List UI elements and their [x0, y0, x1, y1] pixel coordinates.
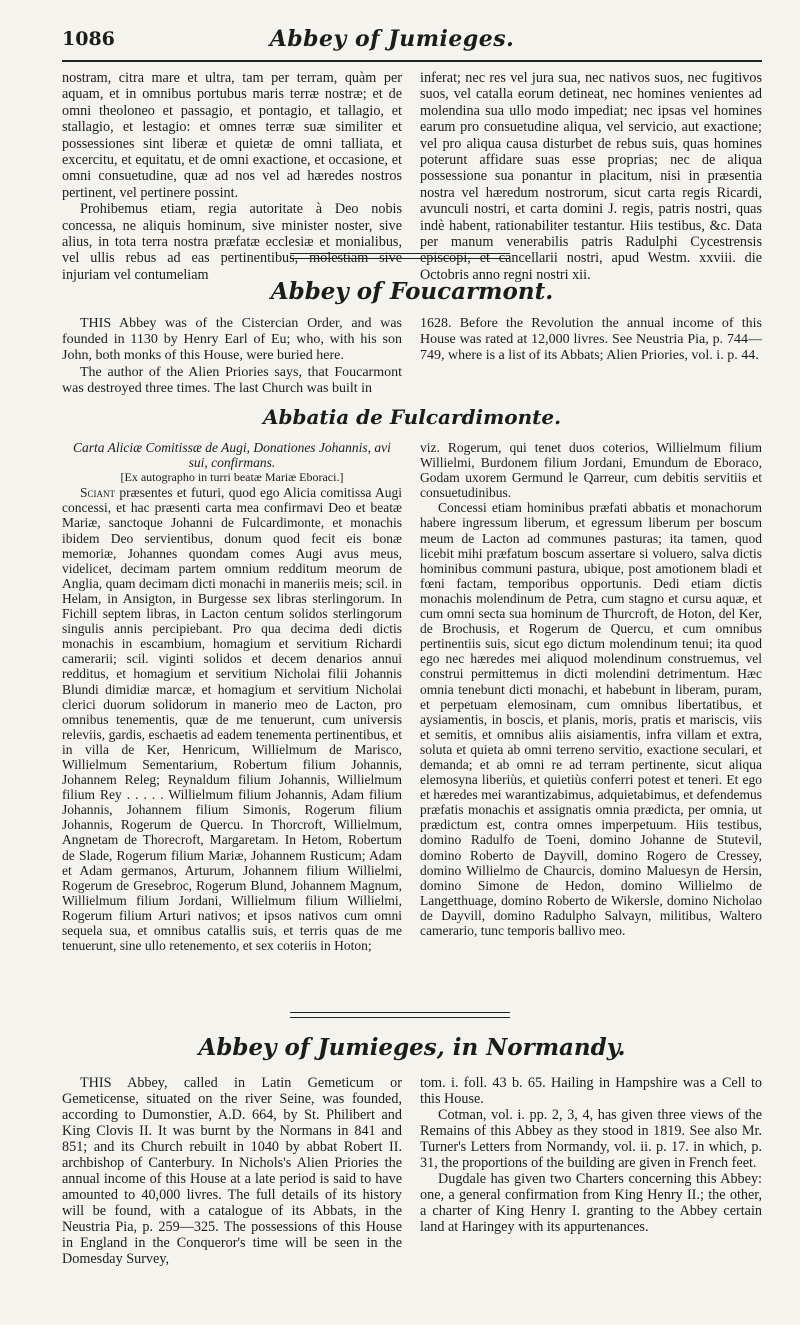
fulcardimonte-left-column [62, 440, 402, 953]
carryover-left-column [62, 70, 402, 283]
foucarmont-left-column [62, 316, 402, 397]
section-heading-fulcardimonte: Abbatia de Fulcardimonte. [262, 405, 562, 429]
section-heading-foucarmont: Abbey of Foucarmont. [270, 278, 554, 305]
lead-word: THIS [80, 316, 112, 331]
paragraph: Concessi etiam hominibus præfati abbatis et monachorum habere ingressum liberum, et egressum liberum per boscum meum de Lacton ad communes pasturas; ita tamen, quod licebit mihi præfatum boscum assertare si voluero, salva dictis hominibus communi pastura, ubique, post amotionem bladi et fœni factam, temporibus opportunis. Dedi etiam dictis monachis molendinum de Petra, cum stagno et cursu aquæ, et cum omni secta sua hominum de Thurcroft, de Hoton, del Ker, de Brochusis, et Rogerum de Quercu, et cum omnibus pertinentiis suis, sicut ego dictum molendinum tenui; ita quod ego nec hæredes mei aliquod molendinum construemus, vel construi permittemus in dicti molendini detrimentum. Hæc omnia tenebunt dicti monachi, et habebunt in liberam, puram, et perpetuam elemosinam, cum omnibus libertatibus, et aysiamentis, in boscis, et planis, moris, pratis et mariscis, viis et semitis, et omnibus aliis aisiamentis, infra villam et extra, soluta et quieta ab omni terreno servitio, exactione seculari, et demanda; et ab omni re ad terram pertinente, sicut aliqua elemosyna liberiùs, et quietiùs conferri potest et teneri. Et ego et hæredes mei warantizabimus, adquietabimus, et defendemus præfatis monachis et assignatis omnia prædicta, per omnia, ut prædictum est, contra omnes imperpetuum. Hiis testibus, domino Radulfo de Toeni, domino Johanne de Stutevil, domino Roberto de Dayvill, domino Rogero de Cressey, domino Willielmo de Chaurcis, domino Maluesyn de Hersin, domino Simone de Hedon, domino Willielmo de Langetthuage, domino Roberto de Wikersle, domino Nicholao de Dayvill, domino Radulpho Salvayn, militibus, Waltero camerario, tunc temporis ballivo meo. [420, 500, 762, 938]
lead-word: Sciant [80, 485, 116, 501]
section-divider [290, 1012, 510, 1018]
fulcardimonte-right-column [420, 440, 762, 938]
section-heading-jumieges: Abbey of Jumieges, in Normandy. [198, 1034, 626, 1061]
lead-word: THIS [80, 1075, 112, 1091]
header-rule [62, 60, 762, 62]
running-title: Abbey of Jumieges. [269, 26, 515, 52]
paragraph: Abbey was of the Cistercian Order, and was founded in 1130 by Henry Earl of Eu; who, with his son John, both monks of this House, were buried here. [62, 316, 402, 364]
paragraph: inferat; nec res vel jura sua, nec nativos suos, nec fugitivos suos, vel catalla eorum detineat, nec homines venientes ad molendina sua ullo modo impediat; nec ipsas vel homines earum pro consuetudine aliqua, vel servicio, aut exactione; vel pro aliqua causa disturbet de rebus suis, quas homines poterunt affidare suas esse proprias; nec de aliqua possessione sua ponantur in placitum, nisi in præsentia nostra vel hæredum nostrorum, sicut carta regis Ricardi, avunculi nostri, et carta domini J. regis, patris nostri, quas indè habent, rationabiliter testantur. Hiis testibus, &c. Data per manum venerabilis patris Radulphi Cycestrensis episcopi, et cancellarii nostri, apud Westm. xxviii. die Octobris anno regni nostri xii. [420, 70, 762, 283]
paragraph: Cotman, vol. i. pp. 2, 3, 4, has given three views of the Remains of this Abbey as they stood in 1819. See also Mr. Turner's Letters from Normandy, vol. ii. p. 17. in which, p. 31, the proportions of the building are given in French feet. [420, 1107, 762, 1171]
paragraph: Dugdale has given two Charters concerning this Abbey: one, a general confirmation from King Henry II.; the other, a charter of King Henry I. granting to the Abbey certain land at Haringey with its appurtenances. [420, 1171, 762, 1235]
paragraph: The author of the Alien Priories says, that Foucarmont was destroyed three times. The last Church was built in [62, 364, 402, 396]
page-number: 1086 [62, 28, 115, 50]
paragraph: Abbey, called in Latin Gemeticum or Gemeticense, situated on the river Seine, was founded, according to Dumonstier, A.D. 664, by St. Philibert and King Clovis II. It was burnt by the Normans in 841 and 851; and its Church rebuilt in 1040 by abbat Robert II. archbishop of Canterbury. In Nichols's Alien Priories the annual income of this House at a late period is said to have amounted to 40,000 livres. The full details of its history will be found, with a catalogue of its Abbats, in the Neustria Pia, p. 259—325. The possessions of this House in England in the Conqueror's time will be seen in the Domesday Survey, [62, 1075, 402, 1267]
section-divider [290, 253, 510, 259]
jumieges-right-column [420, 1075, 762, 1235]
carryover-right-column [420, 70, 762, 283]
paragraph: præsentes et futuri, quod ego Alicia comitissa Augi concessi, et hac præsenti carta mea confirmavi Deo et beatæ Mariæ, sanctoque Johanni de Fulcardimonte, et monachis ibidem Deo servientibus, donum quod fecit eis bonæ memoriæ, Johannes quondam comes Augi avus meus, videlicet, decimam partem omnium redditum meorum de Anglia, quam decimam dicti monachi in maneriis meis; scil. in Helam, in Ansigton, in Burgesse sex libras sterlingorum. In Fichill septem libras, in Lacton centum solidos sterlingorum singulis annis percipiebant. Pro qua decima dedi dictis monachis in escambium, homagium et servitium Richardi camerarii; scil. viginti solidos et decem denarios annui redditus, et homagium et servitium Nicholai filii Johannis Blundi dimidiæ marcæ, et homagium et servitium Nicholai clerici duorum solidorum in manerio meo de Lacton, pro omnibus tenementis, quæ de me tenuerunt, cum universis releviis, gardis, eschaetis ad eadem tenementa pertinentibus, et in villa de Ker, Henricum, Willielmum de Marisco, Willielmum Sementarium, Robertum filium Johannis, Johannem Releg; Reynaldum filium Johannis, Willielmum filium Rey . . . . . Willielmum filium Johannis, Adam filium Johannis, Johannem filium Simonis, Rogerum filium Johannis, Rogerum de Quercu. In Thorcroft, Willielmum, Angnetam de Thorecroft, Margaretam. In Hetom, Robertum de Slade, Rogerum filium Mariæ, Johannem Rusticum; Adam et Adam germanos, Arturum, Johannem filium Willielmi, Rogerum de Gresebroc, Rogerum Blund, Johannem Magnum, Willielmum filium Jordani, Willielmum filium Willielmi, Rogerum filium Arturi nativos; et ipsos nativos cum omni sequela sua, et omnibus catallis suis, et terris quas de me tenuerunt, sine ullo retenemento, et sex coteriis in Hoton; [62, 485, 403, 954]
paragraph: tom. i. foll. 43 b. 65. Hailing in Hampshire was a Cell to this House. [420, 1075, 762, 1107]
jumieges-left-column [62, 1075, 402, 1267]
paragraph: 1628. Before the Revolution the annual income of this House was rated at 12,000 livres. See Neustria Pia, p. 744—749, where is a list of its Abbats; Alien Priories, vol. i. p. 44. [420, 316, 762, 364]
foucarmont-right-column [420, 316, 762, 365]
paragraph: viz. Rogerum, qui tenet duos coterios, Willielmum filium Willielmi, Burdonem filium Jordani, Emundum de Eboraco, Godam uxorem Germund le Qarreur, cum debitis servitiis et consuetudinibus. [420, 440, 762, 501]
source-note: [Ex autographo in turri beatæ Mariæ Eboraci.] [120, 470, 344, 485]
paragraph: nostram, citra mare et ultra, tam per terram, quàm per aquam, et in omnibus portubus maris terræ nostræ; et de omni theoloneo et passagio, et pontagio, et tallagio, et stallagio, et lestagio: et omnes terræ suæ similiter et possessiones sint liberæ et quietæ de omni talliata, et excercitu, et equitatu, et de omni exactione, et occasione, et omni consuetudine, quæ ad nos vel ad hæredes nostros pertinent, vel pertinere possint. [62, 70, 402, 201]
charter-title: Carta Aliciæ Comitissæ de Augi, Donationes Johannis, avi sui, confirmans. [73, 440, 391, 471]
running-head [62, 28, 762, 58]
paragraph: Prohibemus etiam, regia autoritate à Deo nobis concessa, ne aliquis hominum, sive minister noster, sive alius, in tota terra nostra præfatæ ecclesiæ et monialibus, vel ullis rebus ad eas pertinentibus, molestiam sive injuriam vel contumeliam [62, 201, 402, 283]
